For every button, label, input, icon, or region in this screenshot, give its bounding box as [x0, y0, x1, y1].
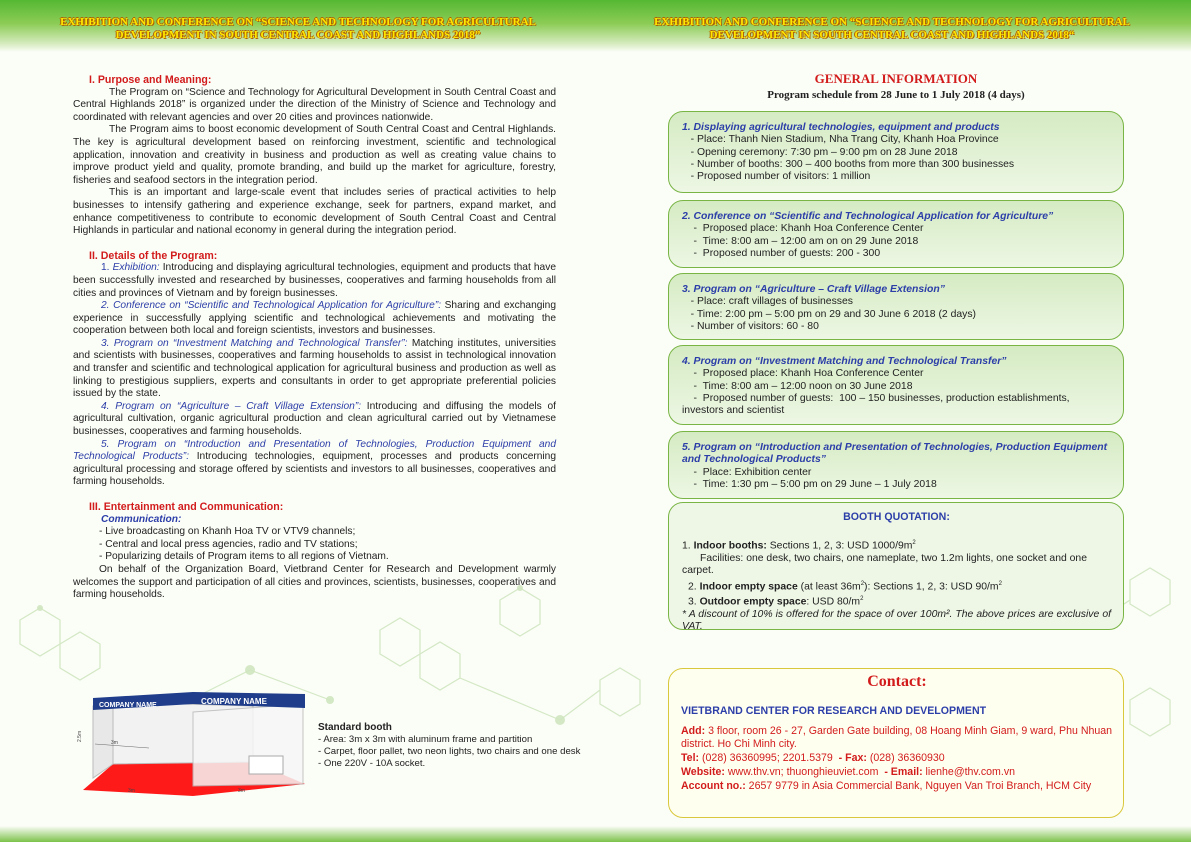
dim-top: 3m: [111, 740, 118, 746]
booth-line: - Area: 3m x 3m with aluminum frame and partition: [318, 734, 533, 745]
header-line: DEVELOPMENT IN SOUTH CENTRAL COAST AND HIGHLANDS 2018“: [709, 29, 1075, 41]
box-title: 2. Conference on “Scientific and Technological Application for Agriculture”: [682, 211, 1054, 222]
bullet: - Popularizing details of Program items to all regions of Vietnam.: [99, 551, 389, 563]
box-line: - Time: 8:00 am – 12:00 noon on 30 June 2018: [682, 380, 913, 392]
booth-line: - One 220V - 10A socket.: [318, 758, 426, 769]
header-line: EXHIBITION AND CONFERENCE ON “SCIENCE AND TECHNOLOGY FOR AGRICULTURAL: [654, 16, 1130, 28]
box-line: - Number of visitors: 60 - 80: [682, 320, 819, 332]
program-item: [73, 262, 556, 300]
program-box-4: [668, 345, 1124, 425]
quote-sup: 2: [860, 580, 865, 587]
item-title: Program on “Introduction and Presentation of Technologies, Production Equipment and Technological Products”:: [73, 438, 556, 463]
quote-sup: 2: [912, 540, 916, 547]
left-column: [73, 74, 556, 602]
quote-num: 3.: [688, 596, 700, 608]
box-title: 1. Displaying agricultural technologies, equipment and products: [682, 122, 1000, 133]
quote-line: [682, 593, 1111, 609]
contact-org: VIETBRAND CENTER FOR RESEARCH AND DEVELOPMENT: [681, 705, 987, 717]
schedule-subtitle: Program schedule from 28 June to 1 July 2018 (4 days): [767, 89, 1025, 101]
box-line: - Opening ceremony: 7:30 pm – 9:00 pm on 28 June 2018: [682, 146, 958, 158]
contact-phone: [681, 752, 1113, 766]
dim-bottom-right: 3m: [238, 788, 245, 794]
box-line: - Time: 2:00 pm – 5:00 pm on 29 and 30 June 6 2018 (2 days): [682, 308, 977, 320]
item-text: Matching institutes, universities and scientists with businesses, cooperatives and farming households to assist in technological innovation and transfer and scientific and technological application for agricultural business and production as well as linking to prestigious suppliers, experts and consultants in order to get appropriate preferential policies issued by the state.: [73, 337, 556, 400]
value: 3 floor, room 26 - 27, Garden Gate building, 08 Hoang Minh Giam, 9 ward, Phu Nhuan district. Ho Chi Minh city.: [681, 724, 1113, 751]
box-line: - Place: craft villages of businesses: [682, 296, 853, 308]
dim-bottom-left: 3m: [128, 788, 135, 794]
label: - Email:: [878, 765, 923, 778]
item-text: Introducing and diffusing the models of agricultural cultivation, organic agricultural production and clean agricultural carried out by Vietnamese businesses, cooperatives and farming households.: [73, 400, 556, 438]
booth-line: - Carpet, floor pallet, two neon lights, two chairs and one desk: [318, 746, 581, 757]
closing-paragraph: On behalf of the Organization Board, Vietbrand Center for Research and Development warmly welcomes the support and participation of all cities and provinces, scientists, businesses, cooperatives and farming households.: [73, 563, 556, 601]
item-title: Exhibition:: [112, 262, 160, 274]
item-text: Introducing and displaying agricultural technologies, equipment and products that have been successfully invested and researched by businesses, cooperatives and farming households from all cities and provinces of Vietnam and by foreign businesses.: [73, 262, 556, 299]
contact-title: Contact:: [867, 673, 927, 690]
item-number: 3.: [101, 337, 110, 349]
label: Add:: [681, 724, 706, 737]
booth-description: [318, 722, 588, 770]
quote-value: ): Sections 1, 2, 3: USD 90/m: [864, 581, 999, 593]
quote-line: [682, 578, 1111, 594]
booth-quotation-box: [668, 502, 1124, 633]
booth-sign-left-text: COMPANY NAME: [99, 702, 157, 709]
program-item: [73, 401, 556, 439]
label: - Fax:: [832, 752, 867, 765]
contact-address: [681, 725, 1113, 752]
program-box-3: [668, 273, 1124, 340]
box-line: - Proposed number of guests: 100 – 150 businesses, production establishments,: [682, 392, 1070, 404]
quote-label: Indoor empty space: [699, 581, 798, 593]
item-number: 4.: [101, 400, 110, 412]
item-number: 1.: [101, 262, 110, 274]
box-line: investors and scientist: [682, 405, 785, 417]
quote-value: Sections 1, 2, 3: USD 1000/9m: [766, 540, 913, 552]
contact-web: [681, 766, 1113, 780]
box-line: - Place: Exhibition center: [682, 466, 812, 478]
header-line: EXHIBITION AND CONFERENCE ON “SCIENCE AND TECHNOLOGY FOR AGRICULTURAL: [60, 16, 536, 28]
quote-note: * A discount of 10% is offered for the space of over 100m². The above prices are exclusive of VAT.: [682, 609, 1111, 633]
item-title: Program on “Agriculture – Craft Village Extension”:: [115, 400, 362, 412]
label: Tel:: [681, 752, 700, 765]
quote-label: Indoor booths:: [693, 540, 767, 552]
quote-sup: 2: [998, 580, 1002, 587]
item-title: Conference on “Scientific and Technological Application for Agriculture”:: [113, 300, 442, 312]
box-line: - Place: Thanh Nien Stadium, Nha Trang City, Khanh Hoa Province: [682, 134, 999, 146]
box-line: - Number of booths: 300 – 400 booths from more than 300 businesses: [682, 158, 1015, 170]
section-heading: I. Purpose and Meaning:: [89, 74, 212, 86]
contact-body: [681, 705, 1113, 793]
item-text: Sharing and exchanging experience in successfully applying scientific and technological achievements and motivating the cooperation between both local and foreign scientists, investors and businesses.: [73, 300, 557, 337]
dim-height: 2.5m: [77, 730, 83, 742]
booth-title: Standard booth: [318, 722, 392, 733]
label: Website:: [681, 765, 725, 778]
paragraph: This is an important and large-scale event that includes series of practical activities to help businesses to intensify gathering and experience exchange, seek for partners, expand market, and enhance competitiveness to contribute to economic development of South Central Coast and Central Highlands in particular and national economy in general during the integration period.: [73, 187, 556, 237]
header-line: DEVELOPMENT IN SOUTH CENTRAL COAST AND HIGHLANDS 2018”: [115, 29, 481, 41]
section-heading: III. Entertainment and Communication:: [89, 501, 284, 513]
box-line: - Proposed number of visitors: 1 million: [682, 171, 871, 183]
program-item: [73, 338, 556, 401]
program-item: [73, 439, 556, 489]
label: Account no.:: [681, 779, 746, 792]
quote-value: (at least 36m: [797, 581, 861, 593]
box-title: 3. Program on “Agriculture – Craft Village Extension”: [682, 284, 945, 295]
box-title: 4. Program on “Investment Matching and Technological Transfer”: [682, 356, 1007, 367]
box-line: - Proposed place: Khanh Hoa Conference Center: [682, 368, 924, 380]
quote-label: Outdoor empty space: [699, 596, 807, 608]
value: (028) 36360930: [866, 752, 945, 765]
program-box-5: [668, 431, 1124, 499]
section-heading: II. Details of the Program:: [89, 249, 218, 262]
box-line: - Time: 1:30 pm – 5:00 pm on 29 June – 1 July 2018: [682, 478, 937, 490]
quote-value: : USD 80/m: [806, 596, 861, 608]
item-text: Introducing technologies, equipment, processes and products concerning agricultural processing and storage offered by scientists and investors to all businesses, cooperatives and farming households.: [73, 451, 557, 488]
contact-box: [668, 668, 1124, 818]
paragraph: The Program aims to boost economic development of South Central Coast and Central Highlands. The key is agricultural development based on reinforcing investment, scientific and technological application, innovation and creativity in business and production as well as creating value chains to improve product yield and quality, promote branding, and build up the market for agriculture, forestry, fisheries and seafood sectors in the integration period.: [73, 124, 556, 186]
box-line: - Proposed number of guests: 200 - 300: [682, 247, 881, 259]
program-box-2: [668, 200, 1124, 268]
value: 2657 9779 in Asia Commercial Bank, Nguyen Van Troi Branch, HCM City: [745, 779, 1092, 792]
item-title: Program on “Investment Matching and Technological Transfer”:: [113, 337, 408, 349]
bullet: - Central and local press agencies, radio and TV stations;: [99, 538, 358, 550]
header-title-right: [612, 16, 1172, 42]
website-link[interactable]: www.thv.vn; thuonghieuviet.com: [724, 765, 879, 778]
quote-num: 2.: [688, 581, 700, 593]
box-line: - Time: 8:00 am – 12:00 am on on 29 June 2018: [682, 235, 919, 247]
program-box-1: [668, 111, 1124, 193]
booth-quotation-title: BOOTH QUOTATION:: [843, 511, 950, 523]
contact-account: [681, 780, 1113, 794]
quote-sup: 2: [860, 596, 864, 603]
header-title-left: [18, 16, 578, 42]
bullet: - Live broadcasting on Khanh Hoa TV or VTV9 channels;: [99, 526, 356, 538]
footer-bar: [0, 826, 1191, 842]
general-info-title: GENERAL INFORMATION: [814, 71, 978, 86]
email-link[interactable]: lienhe@thv.com.vn: [922, 765, 1016, 778]
quote-num: 1.: [682, 540, 694, 552]
paragraph: The Program on “Science and Technology for Agricultural Development in South Central Coast and Central Highlands 2018” is organized under the direction of the Ministry of Science and Technology and coordinated with relevant agencies and over 20 cities and provinces nationwide.: [73, 86, 556, 123]
value: (028) 36360995; 2201.5379: [699, 752, 833, 765]
box-title: 5. Program on “Introduction and Presentation of Technologies, Production Equipment and Technological Products”: [682, 442, 1108, 466]
box-line: - Proposed place: Khanh Hoa Conference Center: [682, 223, 924, 235]
booth-sign-right-text: COMPANY NAME: [201, 697, 267, 706]
subheading: Communication:: [101, 513, 182, 525]
program-item: [73, 300, 556, 338]
item-number: 5.: [101, 438, 110, 450]
quote-line: [682, 537, 1111, 553]
item-number: 2.: [101, 300, 110, 312]
booth-illustration: [73, 688, 313, 800]
quote-line: Facilities: one desk, two chairs, one nameplate, two 1.2m lights, one socket and one carpet.: [682, 553, 1087, 577]
